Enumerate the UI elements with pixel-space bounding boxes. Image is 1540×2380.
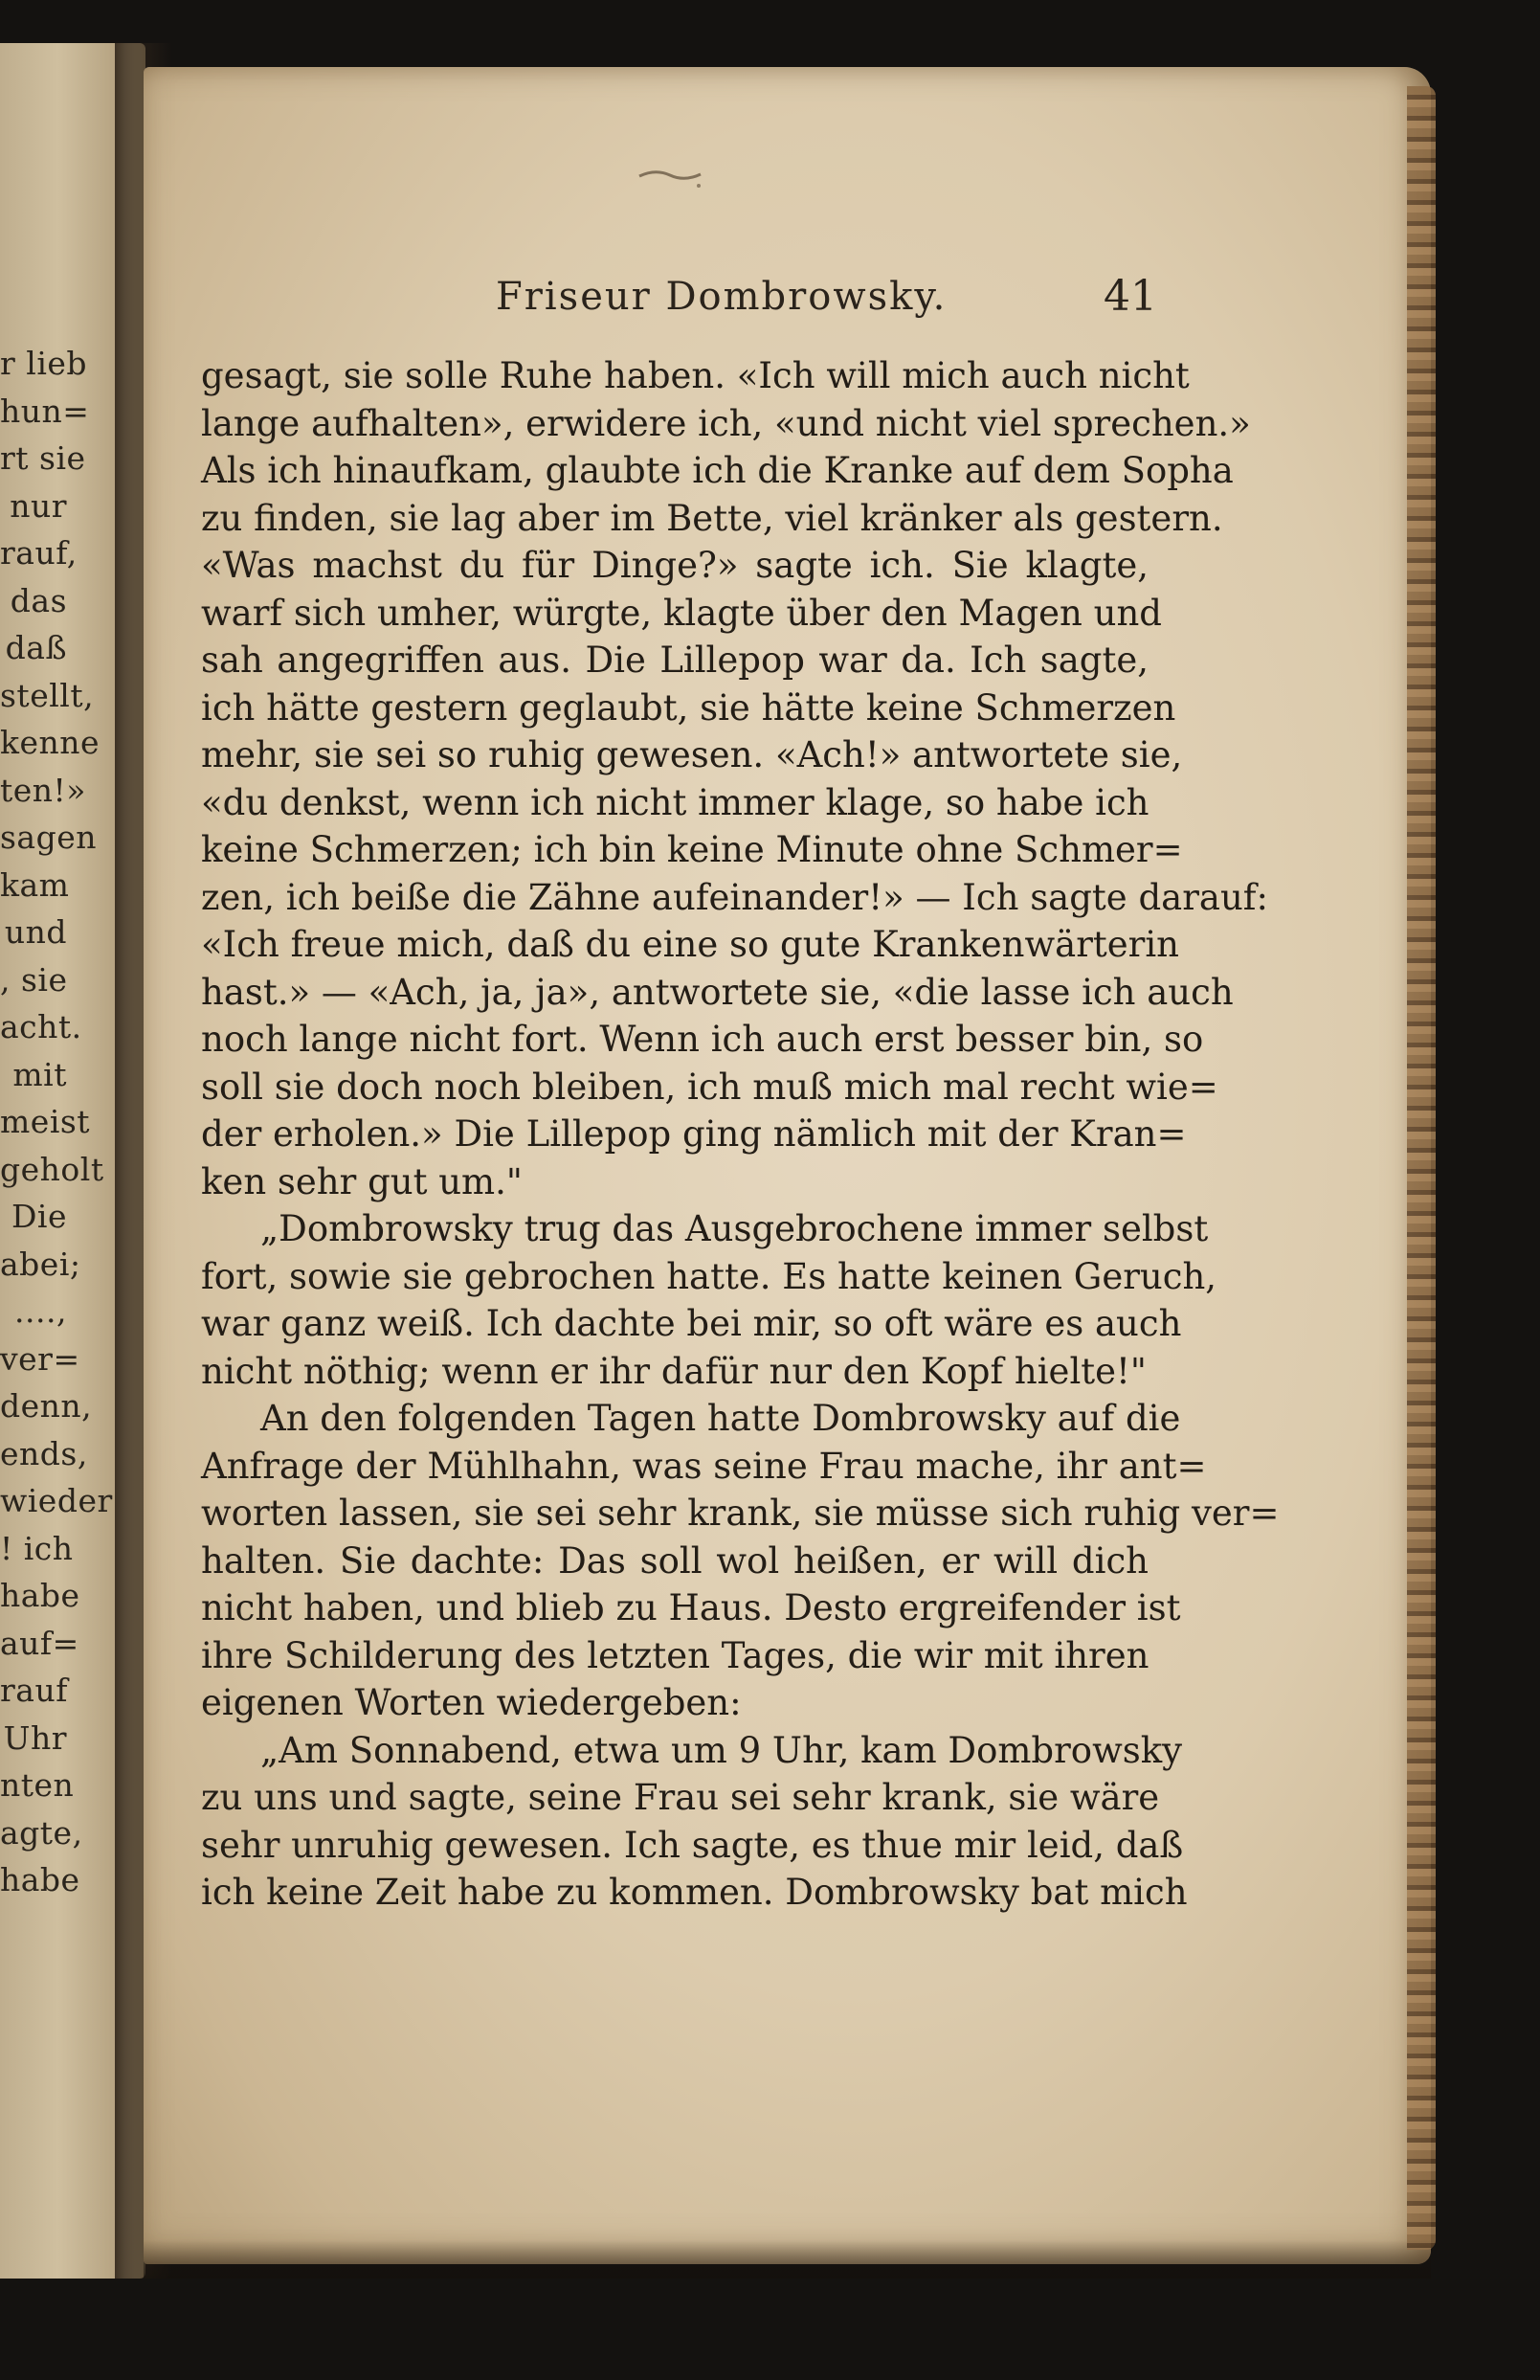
left-page-fragment: das xyxy=(10,581,67,619)
left-page-fragment: agte, xyxy=(0,1813,83,1852)
left-page-fragment: abei; xyxy=(0,1245,81,1283)
left-page-fragment: nur xyxy=(10,486,67,525)
text-line: nicht nöthig; wenn er ihr dafür nur den Kopf hielte!" xyxy=(201,1350,1147,1392)
left-page-fragment: rauf xyxy=(0,1672,68,1709)
left-page-fragment: Die xyxy=(11,1198,67,1235)
left-page-fragment: ...., xyxy=(14,1292,67,1330)
left-page-fragment: denn, xyxy=(0,1387,93,1425)
left-page-fragment: geholt xyxy=(0,1150,104,1188)
text-line: „Dombrowsky trug das Ausgebrochene immer selbst xyxy=(260,1208,1209,1249)
left-page-fragment: ! ich xyxy=(0,1529,74,1567)
text-line: nicht haben, und blieb zu Haus. Desto ergreifender ist xyxy=(201,1587,1181,1628)
text-line: zu finden, sie lag aber im Bette, viel kränker als gestern. xyxy=(201,497,1223,539)
text-line: eigenen Worten wiedergeben: xyxy=(201,1682,742,1723)
left-page-fragment: rauf, xyxy=(0,534,78,572)
left-page-fragment: stellt, xyxy=(0,676,95,714)
text-line: «du denkst, wenn ich nicht immer klage, so habe ich xyxy=(201,781,1149,823)
text-line: sah angegriffen aus. Die Lillepop war da. Ich sagte, xyxy=(201,640,1149,681)
left-page-fragment: kam xyxy=(0,865,70,904)
text-line: warf sich umher, würgte, klagte über den Magen und xyxy=(201,592,1162,634)
left-page-fragment: Uhr xyxy=(3,1718,67,1757)
text-line: Anfrage der Mühlhahn, was seine Frau mache, ihr ant= xyxy=(201,1445,1207,1487)
header-ornament xyxy=(632,161,708,190)
text-line: ihre Schilderung des letzten Tages, die wir mit ihren xyxy=(201,1634,1149,1676)
page-header xyxy=(201,270,1158,327)
text-line: sehr unruhig gewesen. Ich sagte, es thue mir leid, daß xyxy=(201,1824,1184,1866)
text-line: lange aufhalten», erwidere ich, «und nicht viel sprechen.» xyxy=(201,402,1251,444)
text-line: zu uns und sagte, seine Frau sei sehr krank, sie wäre xyxy=(201,1777,1160,1818)
left-page-fragment: rt sie xyxy=(0,439,86,477)
left-page-fragment: , sie xyxy=(0,960,68,999)
text-line: «Ich freue mich, daß du eine so gute Krankenwärterin xyxy=(201,924,1179,965)
left-page-fragment: ends, xyxy=(0,1434,88,1472)
body-text xyxy=(201,352,1280,1917)
text-line: fort, sowie sie gebrochen hatte. Es hatte keinen Geruch, xyxy=(201,1255,1217,1297)
left-page-fragment: meist xyxy=(0,1103,91,1140)
text-line: halten. Sie dachte: Das soll wol heißen, er will dich xyxy=(201,1539,1149,1582)
left-page-fragment: sagen xyxy=(0,819,98,856)
text-line: war ganz weiß. Ich dachte bei mir, so oft wäre es auch xyxy=(201,1303,1182,1344)
left-page-fragment: auf= xyxy=(0,1624,79,1662)
text-line: An den folgenden Tagen hatte Dombrowsky auf die xyxy=(260,1398,1181,1439)
left-page-fragment: wieder xyxy=(0,1482,113,1519)
left-page-fragment: und xyxy=(4,913,67,951)
left-page-fragment: kenne xyxy=(0,724,100,761)
text-line: keine Schmerzen; ich bin keine Minute ohne Schmer= xyxy=(201,829,1183,870)
text-line: zen, ich beiße die Zähne aufeinander!» — Ich sagte darauf: xyxy=(201,876,1268,918)
page-edge xyxy=(1407,86,1436,2250)
left-page-fragment: nten xyxy=(0,1766,75,1804)
text-line: worten lassen, sie sei sehr krank, sie müsse sich ruhig ver= xyxy=(201,1493,1280,1534)
left-page-fragment: r lieb xyxy=(0,345,88,382)
text-line: ich keine Zeit habe zu kommen. Dombrowsky bat mich xyxy=(201,1872,1188,1913)
page-number: 41 xyxy=(1104,272,1157,321)
left-page-fragment: daß xyxy=(5,629,67,666)
running-title: Friseur Dombrowsky. xyxy=(496,275,948,319)
text-line: mehr, sie sei so ruhig gewesen. «Ach!» antwortete sie, xyxy=(201,734,1183,775)
left-page-fragment: habe xyxy=(0,1577,80,1614)
text-line: «Was machst du für Dinge?» sagte ich. Sie klagte, xyxy=(201,545,1149,586)
text-line: der erholen.» Die Lillepop ging nämlich mit der Kran= xyxy=(201,1113,1187,1155)
left-page-fragment: mit xyxy=(12,1055,67,1093)
bottom-shadow xyxy=(144,2240,1431,2279)
left-page-fragment: habe xyxy=(0,1861,80,1898)
text-line: Als ich hinaufkam, glaubte ich die Kranke auf dem Sopha xyxy=(201,450,1234,491)
left-page-fragment: hun= xyxy=(0,392,90,430)
text-line: ich hätte gestern geglaubt, sie hätte keine Schmerzen xyxy=(201,686,1176,729)
text-line: „Am Sonnabend, etwa um 9 Uhr, kam Dombrowsky xyxy=(260,1729,1183,1771)
text-line: soll sie doch noch bleiben, ich muß mich mal recht wie= xyxy=(201,1066,1218,1108)
text-line: hast.» — «Ach, ja, ja», antwortete sie, «die lasse ich auch xyxy=(201,971,1234,1013)
left-page-fragment: acht. xyxy=(0,1008,82,1045)
text-line: gesagt, sie solle Ruhe haben. «Ich will mich auch nicht xyxy=(201,355,1190,396)
text-line: ken sehr gut um." xyxy=(201,1160,523,1202)
left-page-fragment: ver= xyxy=(0,1339,80,1378)
text-line: noch lange nicht fort. Wenn ich auch erst besser bin, so xyxy=(201,1019,1204,1060)
left-page-fragment: ten!» xyxy=(0,771,86,809)
